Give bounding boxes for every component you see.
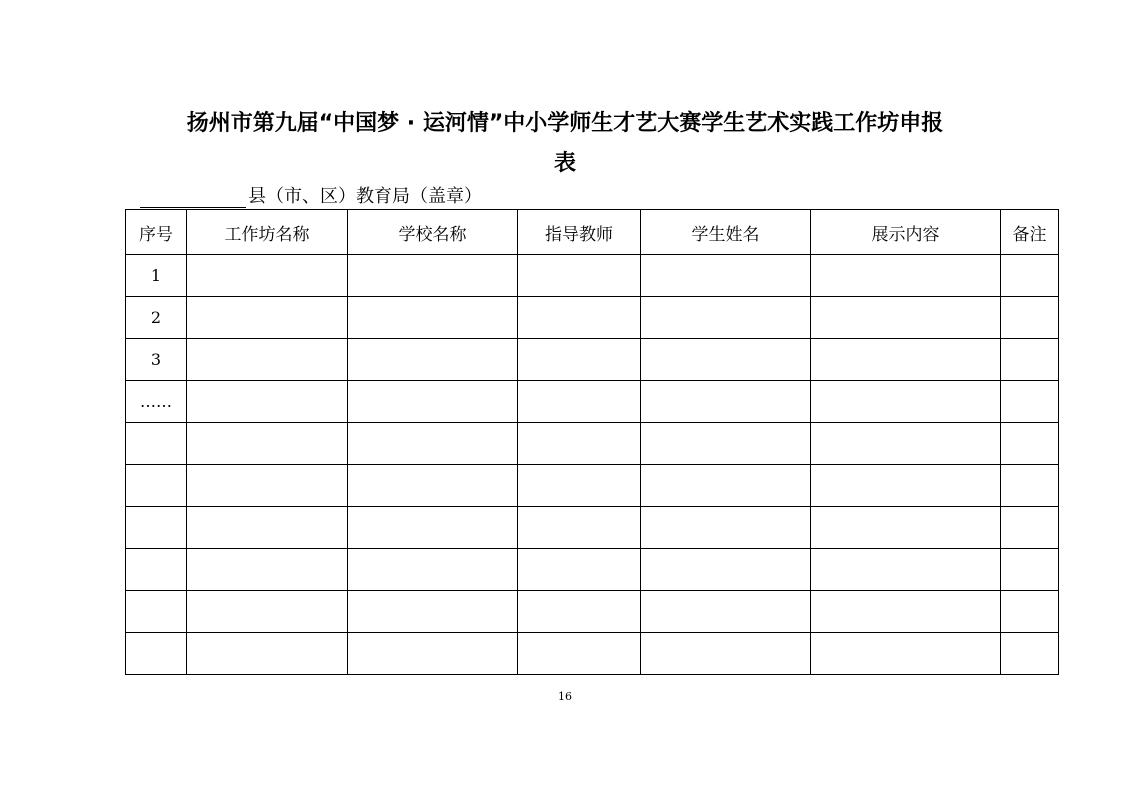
cell-serial-number: [126, 423, 187, 465]
cell-school-name[interactable]: [348, 591, 518, 633]
cell-remarks[interactable]: [1001, 549, 1059, 591]
county-blank-field[interactable]: [140, 187, 246, 208]
cell-workshop-name[interactable]: [187, 423, 348, 465]
cell-workshop-name[interactable]: [187, 297, 348, 339]
cell-instructor[interactable]: [518, 297, 641, 339]
document-title-line-2: 表: [553, 151, 576, 176]
cell-student-names[interactable]: [641, 381, 811, 423]
cell-instructor[interactable]: [518, 507, 641, 549]
cell-serial-number: 1: [126, 255, 187, 297]
cell-instructor[interactable]: [518, 339, 641, 381]
cell-school-name[interactable]: [348, 549, 518, 591]
cell-workshop-name[interactable]: [187, 507, 348, 549]
table-row: [126, 549, 1059, 591]
cell-remarks[interactable]: [1001, 633, 1059, 675]
cell-student-names[interactable]: [641, 507, 811, 549]
cell-workshop-name[interactable]: [187, 255, 348, 297]
cell-instructor[interactable]: [518, 591, 641, 633]
cell-school-name[interactable]: [348, 255, 518, 297]
cell-workshop-name[interactable]: [187, 465, 348, 507]
cell-student-names[interactable]: [641, 633, 811, 675]
cell-serial-number: 2: [126, 297, 187, 339]
cell-serial-number: ……: [126, 381, 187, 423]
cell-school-name[interactable]: [348, 339, 518, 381]
cell-remarks[interactable]: [1001, 423, 1059, 465]
cell-workshop-name[interactable]: [187, 381, 348, 423]
cell-showcase-content[interactable]: [811, 633, 1001, 675]
header-student-names: 学生姓名: [641, 210, 811, 255]
cell-workshop-name[interactable]: [187, 591, 348, 633]
table-row: [126, 297, 1059, 339]
header-instructor: 指导教师: [518, 210, 641, 255]
cell-school-name[interactable]: [348, 465, 518, 507]
cell-student-names[interactable]: [641, 591, 811, 633]
page-number: 16: [558, 690, 572, 703]
table-row: [126, 591, 1059, 633]
cell-instructor[interactable]: [518, 549, 641, 591]
table-row: [126, 339, 1059, 381]
table-row: [126, 633, 1059, 675]
cell-instructor[interactable]: [518, 381, 641, 423]
cell-serial-number: [126, 549, 187, 591]
cell-instructor[interactable]: [518, 633, 641, 675]
cell-school-name[interactable]: [348, 381, 518, 423]
cell-student-names[interactable]: [641, 339, 811, 381]
cell-remarks[interactable]: [1001, 255, 1059, 297]
document-title-line-1: 扬州市第九届“中国梦 · 运河情”中小学师生才艺大赛学生艺术实践工作坊申报: [186, 111, 944, 136]
cell-remarks[interactable]: [1001, 297, 1059, 339]
cell-school-name[interactable]: [348, 297, 518, 339]
header-remarks: 备注: [1001, 210, 1059, 255]
cell-student-names[interactable]: [641, 423, 811, 465]
cell-serial-number: [126, 507, 187, 549]
header-workshop-name: 工作坊名称: [187, 210, 348, 255]
cell-remarks[interactable]: [1001, 465, 1059, 507]
cell-school-name[interactable]: [348, 507, 518, 549]
table-row: [126, 465, 1059, 507]
issuer-line: [140, 182, 482, 208]
cell-student-names[interactable]: [641, 549, 811, 591]
cell-showcase-content[interactable]: [811, 255, 1001, 297]
cell-serial-number: [126, 591, 187, 633]
cell-remarks[interactable]: [1001, 591, 1059, 633]
cell-workshop-name[interactable]: [187, 549, 348, 591]
cell-school-name[interactable]: [348, 423, 518, 465]
table-header-row: [126, 210, 1059, 255]
cell-showcase-content[interactable]: [811, 465, 1001, 507]
cell-remarks[interactable]: [1001, 339, 1059, 381]
cell-showcase-content[interactable]: [811, 339, 1001, 381]
cell-school-name[interactable]: [348, 633, 518, 675]
cell-student-names[interactable]: [641, 297, 811, 339]
issuer-label: 县（市、区）教育局（盖章）: [248, 186, 482, 207]
cell-showcase-content[interactable]: [811, 297, 1001, 339]
cell-instructor[interactable]: [518, 423, 641, 465]
cell-showcase-content[interactable]: [811, 507, 1001, 549]
application-table: [125, 209, 1059, 675]
cell-remarks[interactable]: [1001, 507, 1059, 549]
header-showcase-content: 展示内容: [811, 210, 1001, 255]
cell-serial-number: 3: [126, 339, 187, 381]
cell-student-names[interactable]: [641, 465, 811, 507]
cell-student-names[interactable]: [641, 255, 811, 297]
cell-workshop-name[interactable]: [187, 339, 348, 381]
cell-serial-number: [126, 465, 187, 507]
table-row: [126, 255, 1059, 297]
header-school-name: 学校名称: [348, 210, 518, 255]
header-serial-number: 序号: [126, 210, 187, 255]
cell-instructor[interactable]: [518, 465, 641, 507]
table-row: [126, 507, 1059, 549]
cell-remarks[interactable]: [1001, 381, 1059, 423]
cell-instructor[interactable]: [518, 255, 641, 297]
cell-serial-number: [126, 633, 187, 675]
cell-showcase-content[interactable]: [811, 423, 1001, 465]
cell-showcase-content[interactable]: [811, 381, 1001, 423]
cell-showcase-content[interactable]: [811, 591, 1001, 633]
cell-showcase-content[interactable]: [811, 549, 1001, 591]
cell-workshop-name[interactable]: [187, 633, 348, 675]
table-row: [126, 423, 1059, 465]
table-row: [126, 381, 1059, 423]
